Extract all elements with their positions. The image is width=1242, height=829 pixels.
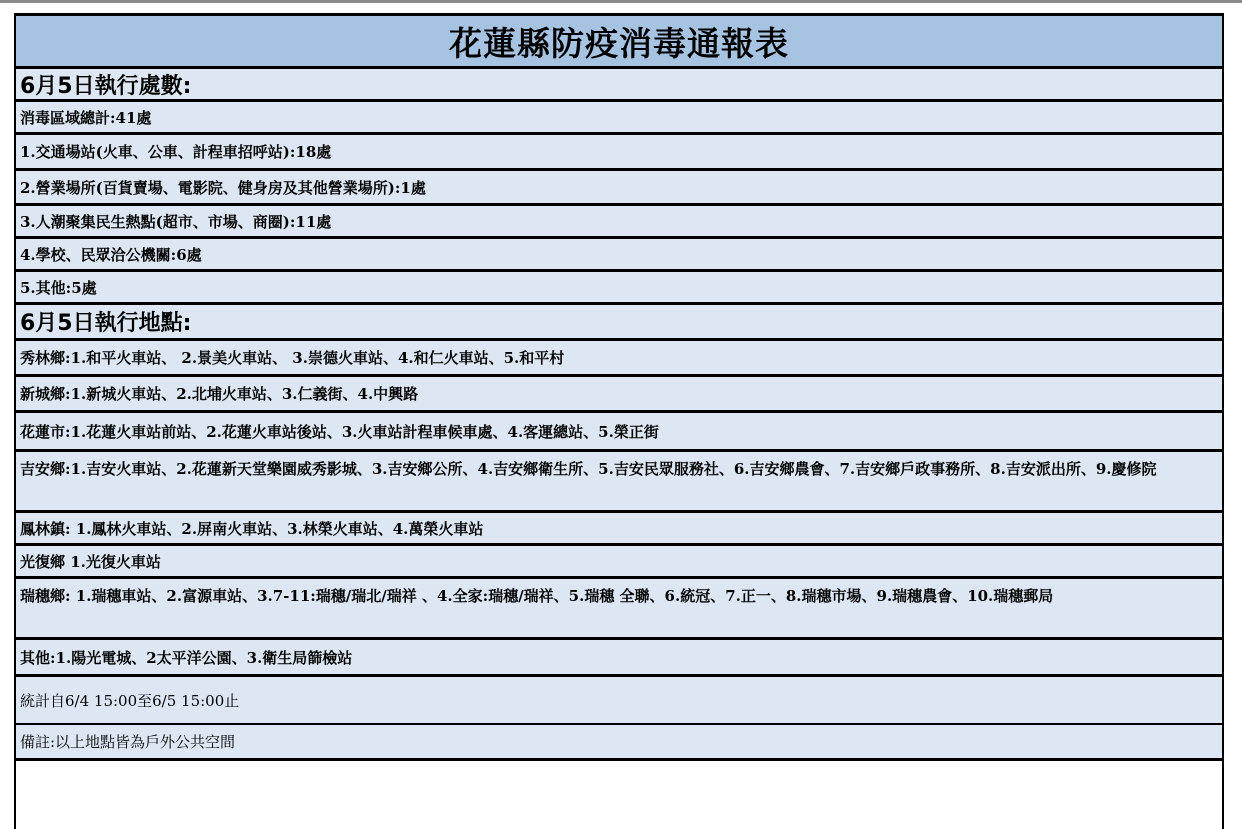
location-ruisui: 瑞穗鄉: 1.瑞穗車站、2.富源車站、3.7-11:瑞穗/瑞北/瑞祥 、4.全家:瑞穗/瑞祥、5.瑞穗 全聯、6.統冠、7.正一、8.瑞穗市場、9.瑞穗農會、10.瑞穗郵局 xyxy=(16,579,1222,640)
remark: 備註:以上地點皆為戶外公共空間 xyxy=(16,725,1222,760)
table-bottom-space xyxy=(16,760,1222,771)
top-border-line xyxy=(0,0,1242,3)
location-hualien-city: 花蓮市:1.花蓮火車站前站、2.花蓮火車站後站、3.火車站計程車候車處、4.客運總站、5.榮正街 xyxy=(16,413,1222,452)
counts-section-header: 6月5日執行處數: xyxy=(16,69,1222,102)
location-fenglin: 鳳林鎮: 1.鳳林火車站、2.屏南火車站、3.林榮火車站、4.萬榮火車站 xyxy=(16,513,1222,546)
count-business: 2.營業場所(百貨賣場、電影院、健身房及其他營業場所):1處 xyxy=(16,171,1222,206)
count-transport: 1.交通場站(火車、公車、計程車招呼站):18處 xyxy=(16,135,1222,171)
location-xincheng: 新城鄉:1.新城火車站、2.北埔火車站、3.仁義街、4.中興路 xyxy=(16,377,1222,413)
count-other: 5.其他:5處 xyxy=(16,272,1222,305)
location-jian: 吉安鄉:1.吉安火車站、2.花蓮新天堂樂園威秀影城、3.吉安鄉公所、4.吉安鄉衛生所、5.吉安民眾服務社、6.吉安鄉農會、7.吉安鄉戶政事務所、8.吉安派出所、9.慶修院 xyxy=(16,452,1222,513)
count-hotspots: 3.人潮聚集民生熱點(超市、市場、商圈):11處 xyxy=(16,206,1222,239)
location-guangfu: 光復鄉 1.光復火車站 xyxy=(16,546,1222,579)
stat-period: 統計自6/4 15:00至6/5 15:00止 xyxy=(16,677,1222,725)
report-sheet xyxy=(14,13,1224,829)
location-xiulin: 秀林鄉:1.和平火車站、 2.景美火車站、 3.崇德火車站、4.和仁火車站、5.和平村 xyxy=(16,341,1222,377)
locations-section-header: 6月5日執行地點: xyxy=(16,305,1222,341)
report-title: 花蓮縣防疫消毒通報表 xyxy=(16,13,1222,69)
count-schools: 4.學校、民眾洽公機關:6處 xyxy=(16,239,1222,272)
count-total: 消毒區域總計:41處 xyxy=(16,102,1222,135)
location-other: 其他:1.陽光電城、2太平洋公園、3.衛生局篩檢站 xyxy=(16,640,1222,677)
